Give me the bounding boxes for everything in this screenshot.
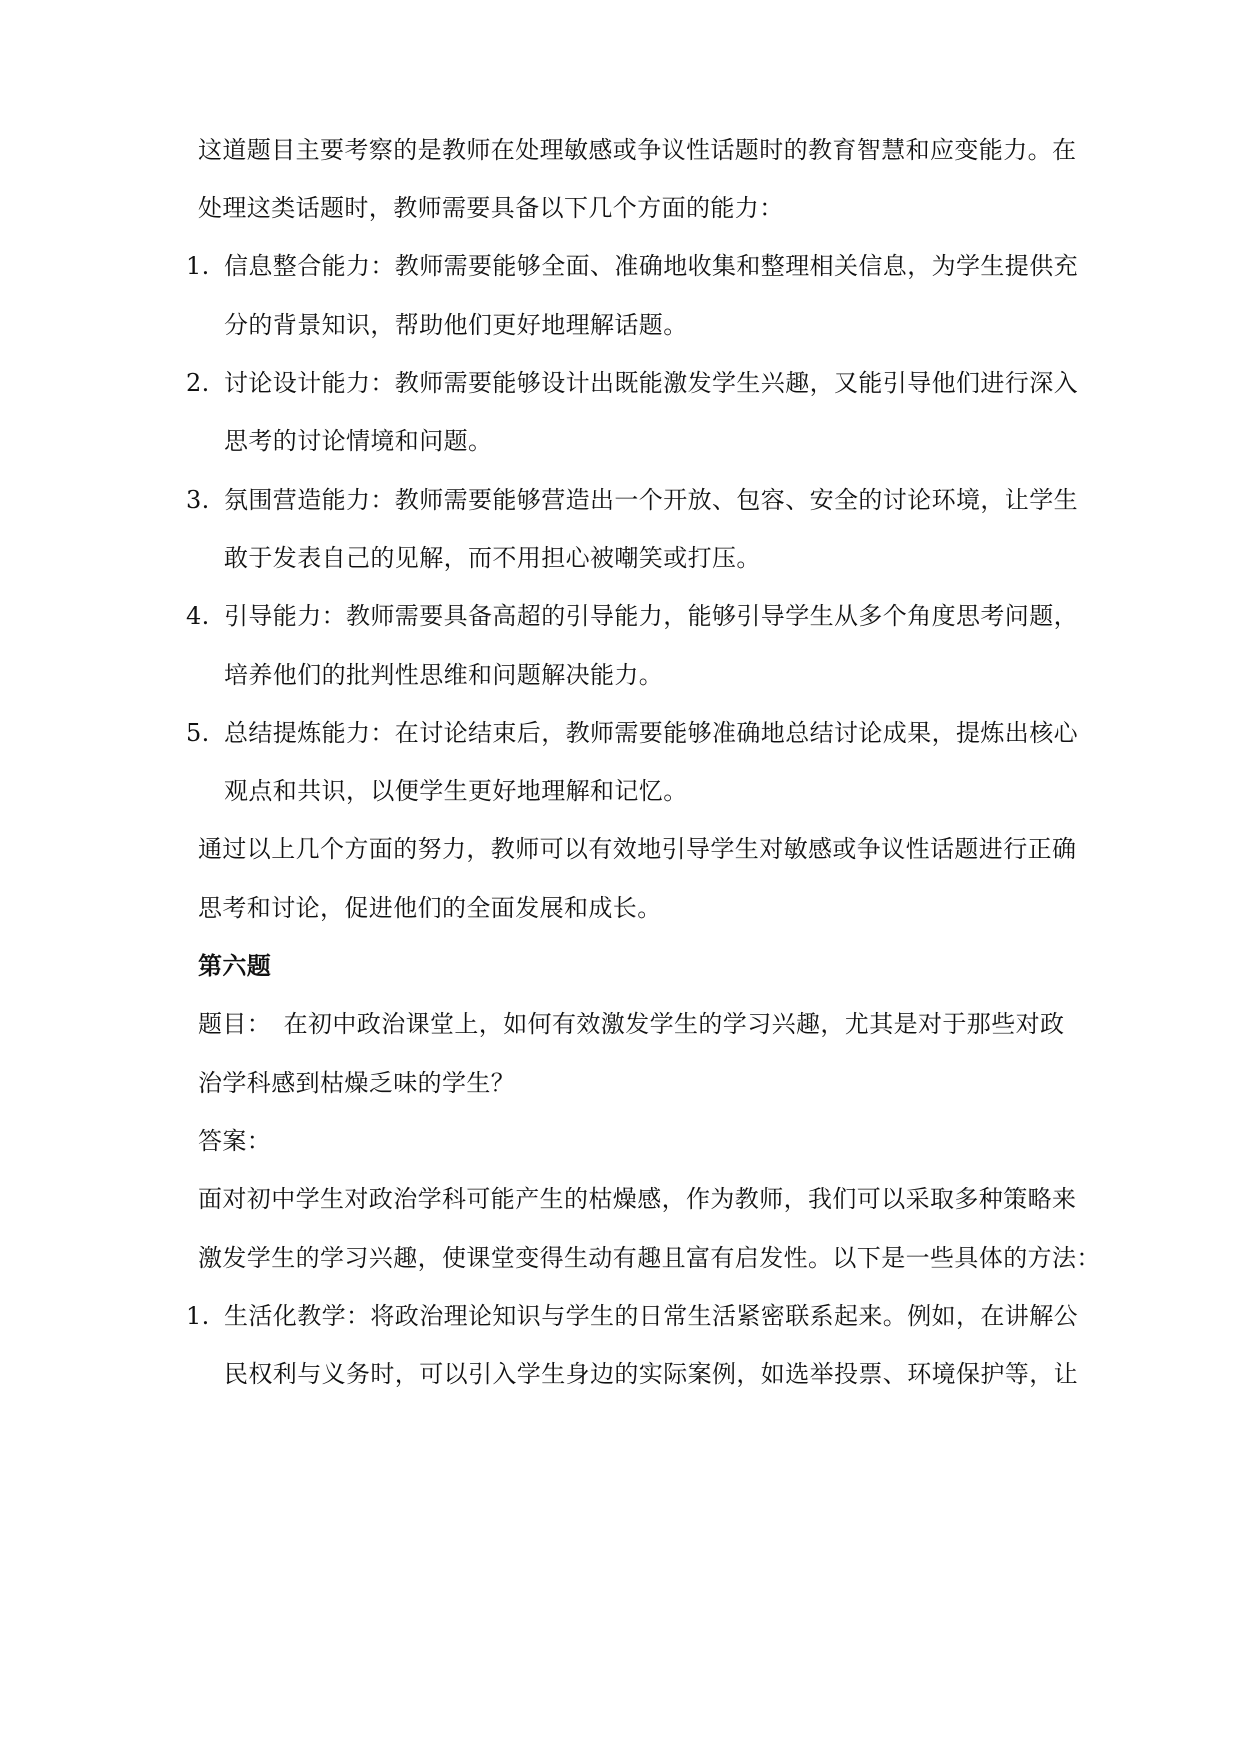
ability-1-number: 1. (186, 252, 210, 280)
ability-4-number: 4. (186, 602, 210, 630)
ability-2-number: 2. (186, 369, 210, 397)
ability-1-text-cont: 分的背景知识，帮助他们更好地理解话题。 (224, 311, 688, 339)
question-line-1: 题目： 在初中政治课堂上，如何有效激发学生的学习兴趣，尤其是对于那些对政 (198, 1010, 1065, 1038)
ability-5-text: 总结提炼能力：在讨论结束后，教师需要能够准确地总结讨论成果，提炼出核心 (224, 719, 1078, 747)
ability-2-text: 讨论设计能力：教师需要能够设计出既能激发学生兴趣，又能引导他们进行深入 (224, 369, 1078, 397)
ability-1-text: 信息整合能力：教师需要能够全面、准确地收集和整理相关信息，为学生提供充 (224, 252, 1078, 280)
ability-4-text-cont: 培养他们的批判性思维和问题解决能力。 (224, 661, 664, 689)
ability-3-text: 氛围营造能力：教师需要能够营造出一个开放、包容、安全的讨论环境，让学生 (224, 486, 1078, 514)
answer-label: 答案： (198, 1127, 272, 1155)
method-1-number: 1. (186, 1302, 210, 1330)
conclusion-line-2: 思考和讨论，促进他们的全面发展和成长。 (198, 894, 662, 922)
ability-3-number: 3. (186, 486, 210, 514)
ability-3-text-cont: 敢于发表自己的见解，而不用担心被嘲笑或打压。 (224, 544, 761, 572)
method-1-text-cont: 民权利与义务时，可以引入学生身边的实际案例，如选举投票、环境保护等，让 (224, 1360, 1078, 1388)
intro-line-2: 处理这类话题时，教师需要具备以下几个方面的能力： (198, 194, 784, 222)
answer-intro-line-1: 面对初中学生对政治学科可能产生的枯燥感，作为教师，我们可以采取多种策略来 (198, 1185, 1077, 1213)
section-heading: 第六题 (198, 951, 272, 980)
answer-intro-line-2: 激发学生的学习兴趣，使课堂变得生动有趣且富有启发性。以下是一些具体的方法： (198, 1244, 1101, 1272)
ability-4-text: 引导能力：教师需要具备高超的引导能力，能够引导学生从多个角度思考问题， (224, 602, 1078, 630)
method-1-text: 生活化教学：将政治理论知识与学生的日常生活紧密联系起来。例如，在讲解公 (224, 1302, 1078, 1330)
conclusion-line-1: 通过以上几个方面的努力，教师可以有效地引导学生对敏感或争议性话题进行正确 (198, 835, 1077, 863)
ability-5-number: 5. (186, 719, 210, 747)
ability-5-text-cont: 观点和共识，以便学生更好地理解和记忆。 (224, 777, 688, 805)
ability-2-text-cont: 思考的讨论情境和问题。 (224, 427, 493, 455)
intro-line-1: 这道题目主要考察的是教师在处理敏感或争议性话题时的教育智慧和应变能力。在 (198, 136, 1077, 164)
question-line-2: 治学科感到枯燥乏味的学生？ (198, 1069, 516, 1097)
